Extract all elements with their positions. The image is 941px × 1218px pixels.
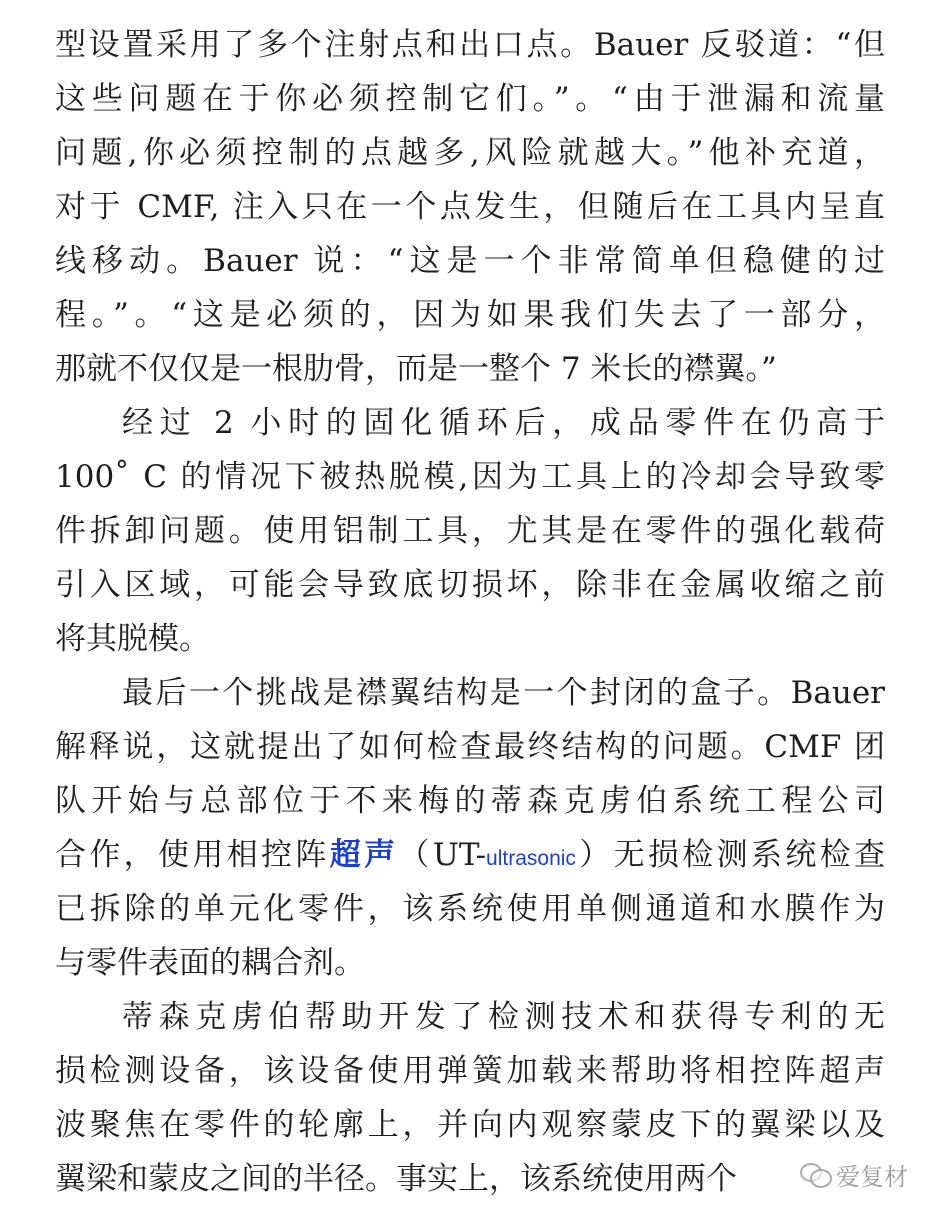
text-line: 那就不仅仅是一根肋骨，而是一整个 7 米长的襟翼。” bbox=[55, 351, 777, 387]
text-line: 这些问题在于你必须控制它们。”。“由于泄漏和流量 bbox=[55, 81, 885, 117]
text-line: 波聚焦在零件的轮廓上，并向内观察蒙皮下的翼梁以及 bbox=[55, 1107, 885, 1143]
text-line: 程。”。“这是必须的，因为如果我们失去了一部分， bbox=[55, 297, 885, 333]
watermark-label: 爱复材 bbox=[836, 1162, 908, 1191]
text-line: 翼梁和蒙皮之间的半径。事实上，该系统使用两个 bbox=[55, 1161, 737, 1197]
paragraph-first-line: 蒂森克虏伯帮助开发了检测技术和获得专利的无 bbox=[122, 999, 885, 1035]
text-line: 问题,你必须控制的点越多,风险就越大。”他补充道， bbox=[55, 135, 885, 171]
text-line: 线移动。Bauer 说：“这是一个非常简单但稳健的过 bbox=[55, 243, 885, 279]
paragraph-first-line: 最后一个挑战是襟翼结构是一个封闭的盒子。Bauer bbox=[122, 675, 885, 711]
text-line: 将其脱模。 bbox=[55, 621, 210, 657]
text-line: 队开始与总部位于不来梅的蒂森克虏伯系统工程公司 bbox=[55, 783, 885, 819]
line-text: （UT- bbox=[398, 837, 487, 873]
text-line: 件拆卸问题。使用铝制工具，尤其是在零件的强化载荷 bbox=[55, 513, 885, 549]
paragraph-first-line: 经过 2 小时的固化循环后，成品零件在仍高于 bbox=[122, 405, 885, 441]
text-line-with-links bbox=[55, 828, 885, 882]
text-line: 对于 CMF, 注入只在一个点发生，但随后在工具内呈直 bbox=[55, 189, 885, 225]
ultrasonic-english-link[interactable]: ultrasonic bbox=[486, 847, 576, 870]
text-line: 型设置采用了多个注射点和出口点。Bauer 反驳道：“但 bbox=[55, 27, 885, 63]
text-line: 100˚ C 的情况下被热脱模,因为工具上的冷却会导致零 bbox=[55, 459, 885, 495]
chat-bubbles-icon bbox=[800, 1161, 830, 1187]
line-text: ）无损检测系统检查 bbox=[575, 837, 886, 873]
text-line: 解释说，这就提出了如何检查最终结构的问题。CMF 团 bbox=[55, 729, 885, 765]
text-line: 引入区域，可能会导致底切损坏，除非在金属收缩之前 bbox=[55, 567, 885, 603]
ultrasonic-link[interactable]: 超声 bbox=[329, 837, 399, 873]
watermark bbox=[800, 1152, 908, 1196]
line-text: 合作，使用相控阵 bbox=[55, 837, 330, 873]
text-line: 损检测设备，该设备使用弹簧加载来帮助将相控阵超声 bbox=[55, 1053, 885, 1089]
text-line: 已拆除的单元化零件，该系统使用单侧通道和水膜作为 bbox=[55, 891, 885, 927]
text-line: 与零件表面的耦合剂。 bbox=[55, 945, 365, 981]
